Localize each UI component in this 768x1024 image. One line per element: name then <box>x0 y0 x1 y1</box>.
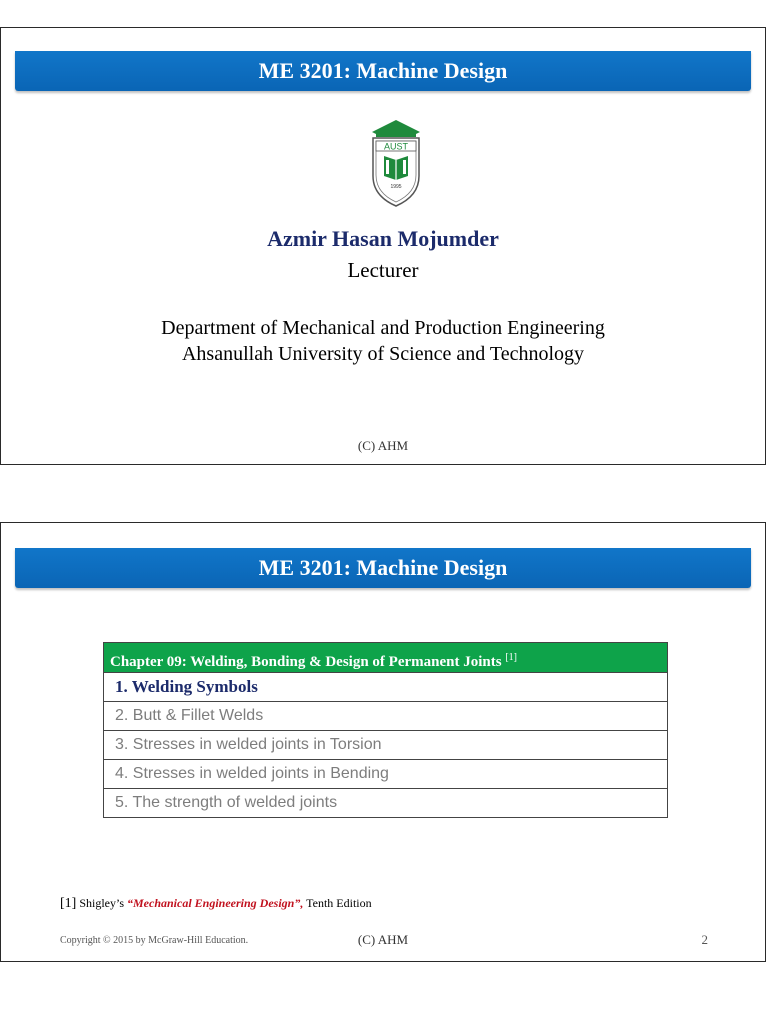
outline-item-4: 4. Stresses in welded joints in Bending <box>104 760 667 789</box>
slide-footer: (C) AHM <box>357 932 409 947</box>
reference-note <box>60 896 372 912</box>
page-number: 2 <box>701 932 708 947</box>
slide-title: ME 3201: Machine Design <box>15 548 751 588</box>
reference-author: Shigley’s <box>79 896 127 910</box>
svg-text:1995: 1995 <box>390 184 402 190</box>
outline-item-5: 5. The strength of welded joints <box>115 794 338 811</box>
reference-edition: Tenth Edition <box>303 896 372 910</box>
copyright-notice: Copyright © 2015 by McGraw-Hill Education. <box>60 935 249 946</box>
reference-title: “Mechanical Engineering Design”, <box>127 896 304 910</box>
slide-2 <box>0 522 766 962</box>
reference-number: [1] <box>60 896 77 911</box>
chapter-heading <box>104 643 667 673</box>
outline-item-3: 3. Stresses in welded joints in Torsion <box>104 731 667 760</box>
slide-title: ME 3201: Machine Design <box>15 51 751 91</box>
chapter-heading-text: Chapter 09: Welding, Bonding & Design of Permanent Joints <box>110 654 502 670</box>
slide-footer: (C) AHM <box>357 438 409 453</box>
chapter-heading-ref: [1] <box>505 652 517 663</box>
outline-item-1: 1. Welding Symbols <box>104 673 667 702</box>
department-name: Department of Mechanical and Production Engineering <box>161 317 605 339</box>
slide-1 <box>0 27 766 465</box>
aust-logo-icon <box>366 118 426 208</box>
university-name: Ahsanullah University of Science and Technology <box>181 343 585 365</box>
chapter-outline-table <box>103 642 668 818</box>
author-role: Lecturer <box>347 258 419 282</box>
author-name: Azmir Hasan Mojumder <box>267 226 499 251</box>
outline-item-2: 2. Butt & Fillet Welds <box>104 702 667 731</box>
svg-text:AUST: AUST <box>383 141 409 152</box>
